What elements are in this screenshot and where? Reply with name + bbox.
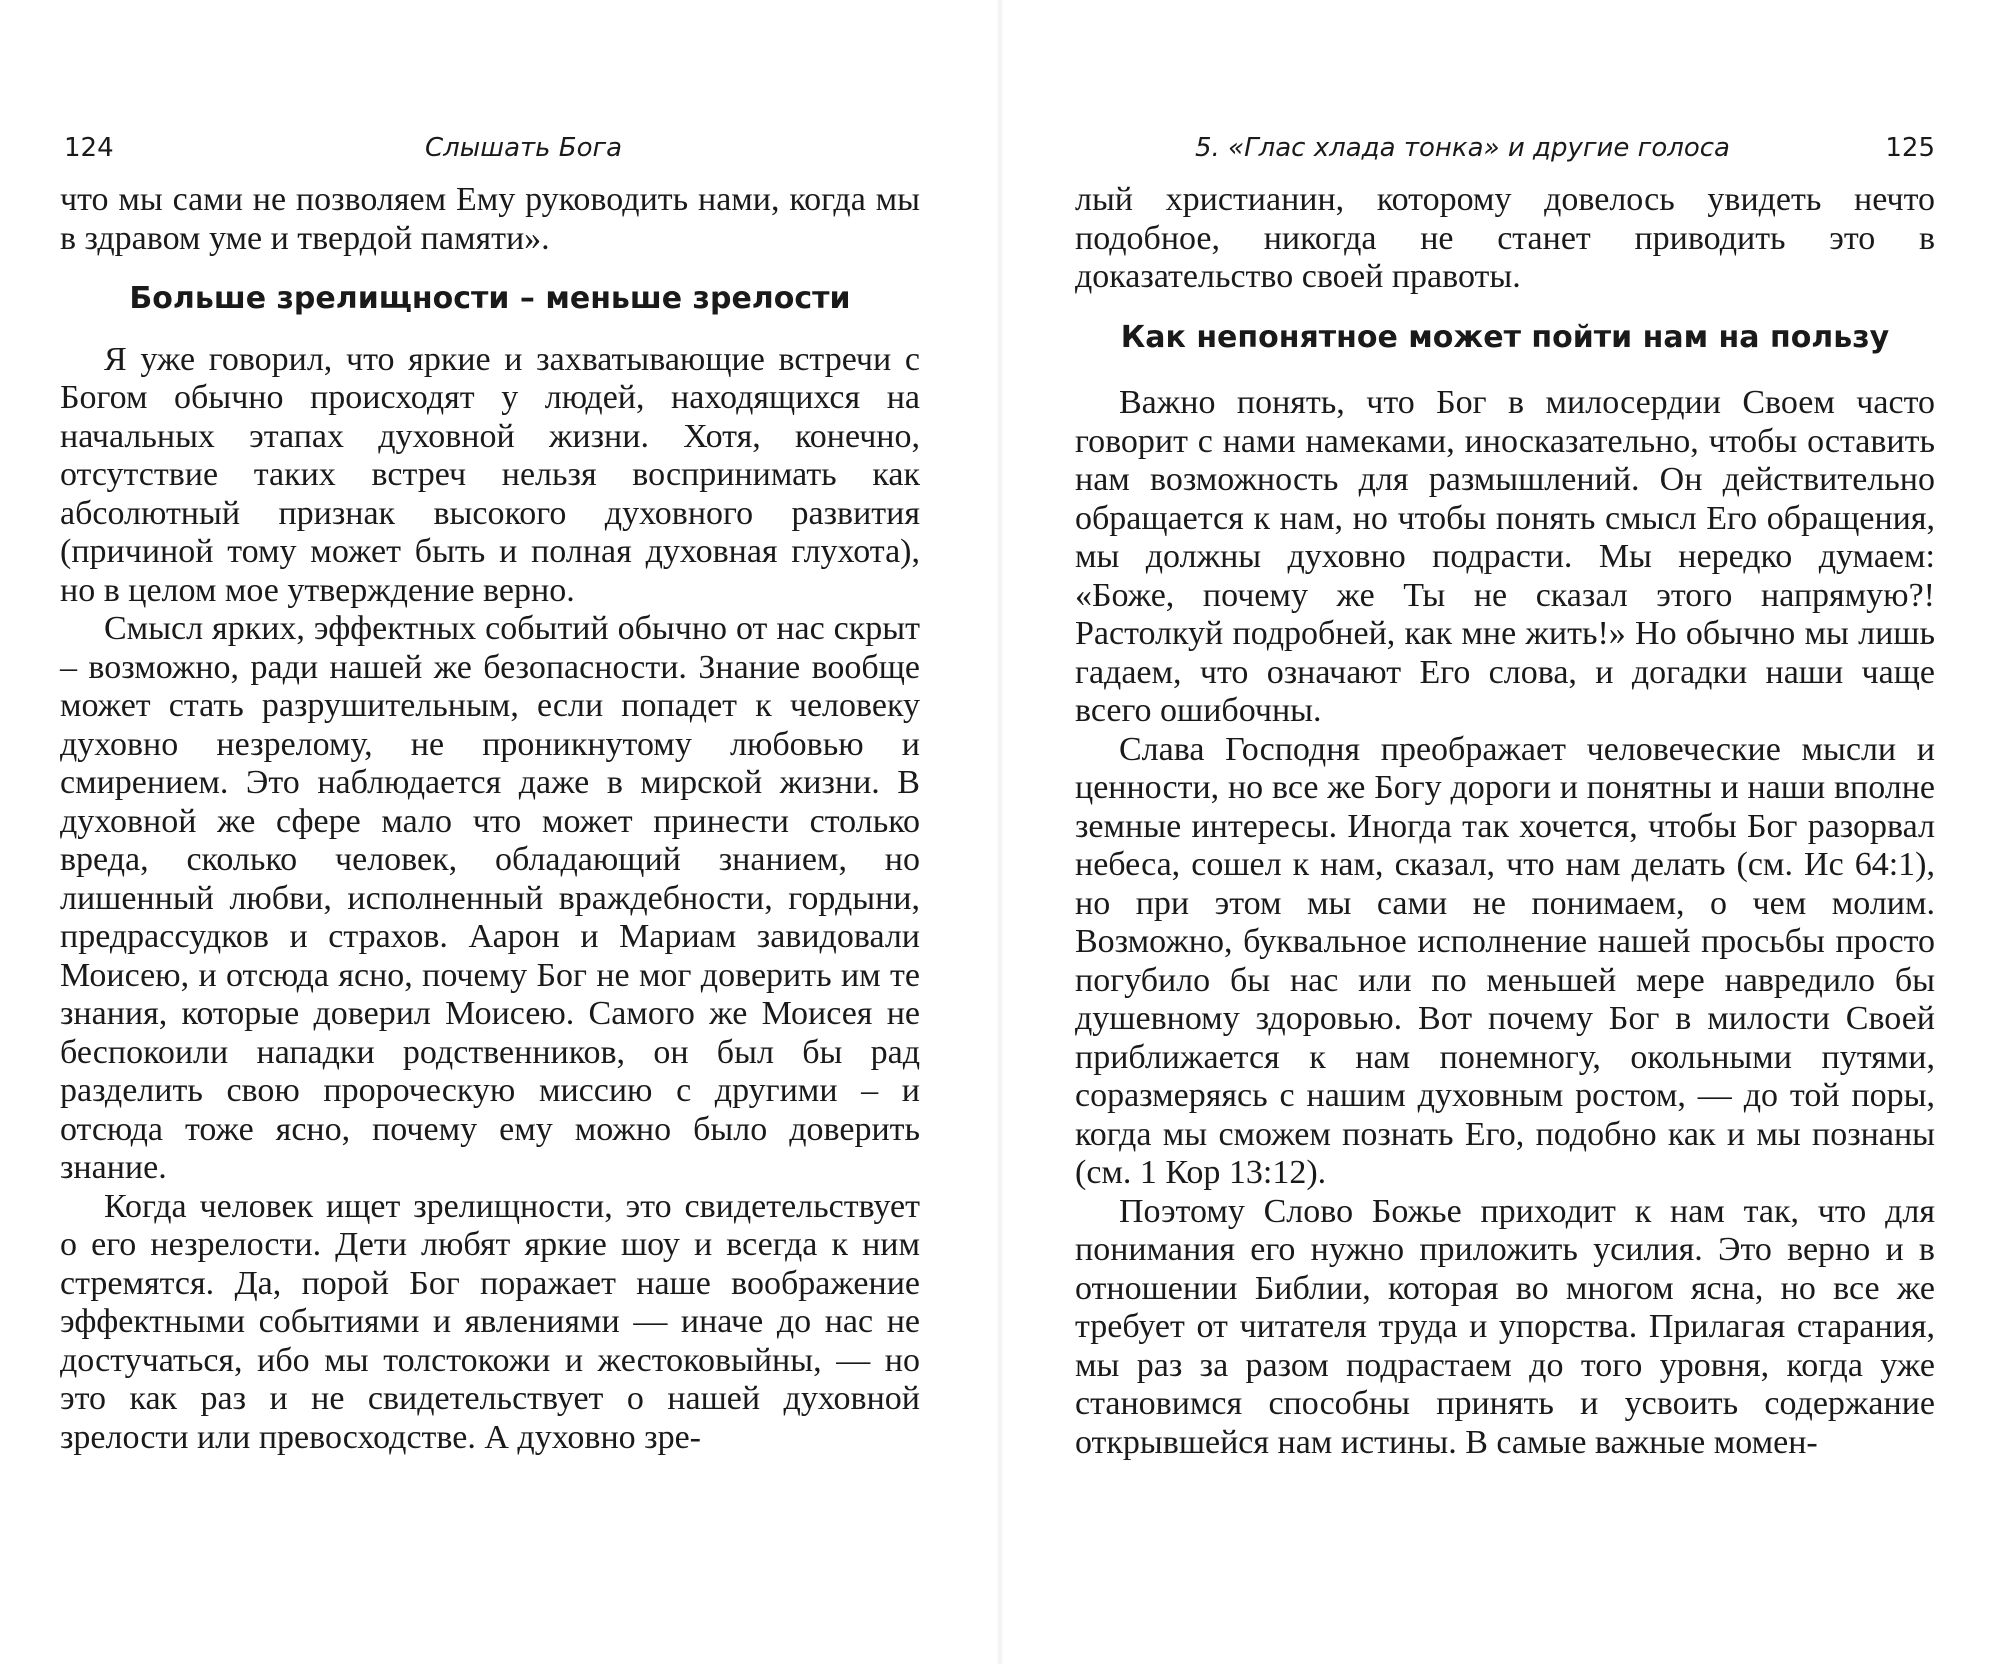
continued-text: лый христианин, которому довелось увидеть нечто подобное, никогда не станет приводить это в доказательство своей правоты. bbox=[1075, 181, 1935, 295]
paragraph: Когда человек ищет зрелищности, это свидетельствует о его незрелости. Дети любят яркие шоу и всегда к ним стремятся. Да, порой Бог поражает наше воображение эффектными событиями и явлениями — иначе до нас не достучаться, ибо мы толстокожи и жестоковыйны, — но это как раз и не свидетельствует о нашей духовной зрелости или превосходстве. А духовно зре- bbox=[60, 1187, 920, 1456]
right-running-head bbox=[1075, 128, 1935, 168]
right-page bbox=[1075, 0, 1935, 1664]
paragraph: Я уже говорил, что яркие и захватывающие встречи с Богом обычно происходят у людей, находящихся на начальных этапах духовной жизни. Хотя, конечно, отсутствие таких встреч нельзя воспринимать как абсолютный признак высокого духовного развития (причиной тому может быть и полная духовная глухота), но в целом мое утверждение верно. bbox=[60, 340, 920, 609]
paragraph: Важно понять, что Бог в милосердии Своем часто говорит с нами намеками, иносказательно, чтобы оставить нам возможность для размышлений. Он действительно обращается к нам, но чтобы понять смысл Его обращения, мы должны духовно подрасти. Мы нередко думаем: «Боже, почему же Ты не сказал этого напрямую?! Растолкуй подробней, как мне жить!» Но обычно мы лишь гадаем, что означают Его слова, и догадки наши чаще всего ошибочны. bbox=[1075, 384, 1935, 729]
page-number: 125 bbox=[1885, 133, 1935, 163]
continued-text: что мы сами не позволяем Ему руководить нами, когда мы в здравом уме и твердой памяти». bbox=[60, 181, 920, 257]
section-heading: Больше зрелищности – меньше зрелости bbox=[129, 281, 851, 316]
left-running-head bbox=[60, 128, 920, 168]
right-body-text bbox=[1075, 181, 1935, 1462]
book-gutter bbox=[996, 0, 1004, 1664]
page-number: 124 bbox=[64, 133, 114, 163]
chapter-title-header: 5. «Глас хлада тонка» и другие голоса bbox=[1195, 133, 1730, 163]
book-title-header: Слышать Бога bbox=[425, 133, 623, 163]
left-body-text bbox=[60, 181, 920, 1457]
paragraph: Слава Господня преображает человеческие мысли и ценности, но все же Богу дороги и понятны и наши вполне земные интересы. Иногда так хочется, чтобы Бог разорвал небеса, сошел к нам, сказал, что нам делать (см. Ис 64:1), но при этом мы сами не понимаем, о чем молим. Возможно, буквальное исполнение нашей просьбы просто погубило бы нас или по меньшей мере навредило бы душевному здоровью. Вот почему Бог в милости Своей приближается к нам понемногу, окольными путями, соразмеряясь с нашим духовным ростом, — до той поры, когда мы сможем познать Его, подобно как и мы познаны (см. 1 Кор 13:12). bbox=[1075, 730, 1935, 1191]
paragraph: Поэтому Слово Божье приходит к нам так, что для понимания его нужно приложить усилия. Это верно и в отношении Библии, которая во многом ясна, но все же требует от читателя труда и упорства. Прилагая старания, мы раз за разом подрастаем до того уровня, когда уже становимся способны принять и усвоить содержание открывшейся нам истины. В самые важные момен- bbox=[1075, 1192, 1935, 1461]
paragraph: Смысл ярких, эффектных событий обычно от нас скрыт – возможно, ради нашей же безопасности. Знание вообще может стать разрушительным, если попадет к человеку духовно незрелому, не проникнутому любовью и смирением. Это наблюдается даже в мирской жизни. В духовной же сфере мало что может принести столько вреда, сколько человек, обладающий знанием, но лишенный любви, исполненный враждебности, гордыни, предрассудков и страхов. Аарон и Мариам завидовали Моисею, и отсюда ясно, почему Бог не мог доверить им те знания, которые доверил Моисею. Самого же Моисея не беспокоили нападки родственников, он был бы рад разделить свою пророческую миссию с другими – и отсюда тоже ясно, почему ему можно было доверить знание. bbox=[60, 610, 920, 1186]
left-page bbox=[60, 0, 920, 1664]
section-heading: Как непонятное может пойти нам на пользу bbox=[1120, 319, 1890, 355]
